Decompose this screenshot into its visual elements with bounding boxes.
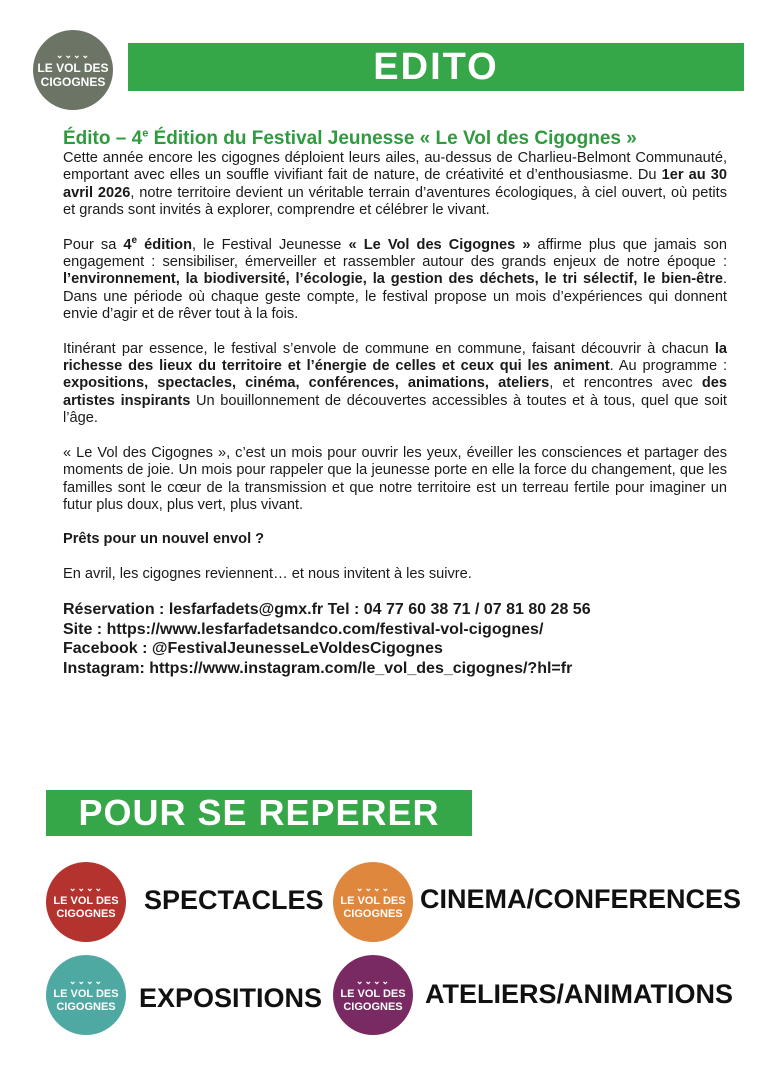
paragraph-3 (63, 341, 727, 428)
stork-birds-icon: ⌄⌄⌄⌄ (355, 976, 391, 987)
text: , notre territoire devient un véritable terrain d’aventures écologiques, à ciel ouvert, où petits et grands sont invités à explorer, comprendre et célébrer le vivant. (63, 184, 727, 219)
bold-text: la richesse des lieux du territoire et l’énergie de celles et ceux qui les animent (63, 340, 727, 375)
title-part: Édito – 4 (63, 128, 143, 149)
question-text: En avril, les cigognes reviennent… et nous invitent à les suivre. (63, 565, 472, 582)
legend-logo-ateliers (333, 955, 413, 1035)
contact-block (63, 600, 727, 678)
title-part: Édition du Festival Jeunesse « Le Vol des Cigognes » (148, 128, 637, 149)
text: . Au programme : (609, 358, 727, 375)
logo-line-2: CIGOGNES (343, 907, 403, 920)
logo-line-2: CIGOGNES (40, 74, 106, 89)
paragraph-2 (63, 234, 727, 324)
edito-banner: EDITO (128, 43, 744, 91)
text: Itinérant par essence, le festival s’envole de commune en commune, faisant découvrir à chacun (63, 340, 715, 357)
contact-instagram: Instagram: https://www.instagram.com/le_vol_des_cigognes/?hl=fr (63, 659, 573, 677)
logo-line-2: CIGOGNES (56, 1000, 116, 1013)
text: Cette année encore les cigognes déploient leurs ailes, au-dessus de Charlieu-Belmont Communauté, emportant avec elles un souffle vivifiant fait de nature, de créativité et d’enthousiasme. Du (63, 150, 727, 184)
text: affirme plus que jamais son engagement : sensibiliser, émerveiller et rassembler autour des grands enjeux de notre époque : (63, 236, 727, 271)
legend-label-cinema: CINEMA/CONFERENCES (420, 884, 742, 914)
text: , et rencontres avec (549, 375, 702, 392)
bold-text: « Le Vol des Cigognes » (348, 236, 531, 253)
logo-line-2: CIGOGNES (343, 1000, 403, 1013)
legend-logo-spectacles (46, 862, 126, 942)
logo-line-1: LE VOL DES (37, 61, 109, 76)
paragraph-1 (63, 150, 727, 220)
edito-section (63, 128, 727, 678)
contact-reservation: Réservation : lesfarfadets@gmx.fr Tel : 04 77 60 38 71 / 07 81 80 28 56 (63, 601, 591, 619)
logo-line-1: LE VOL DES (340, 988, 406, 1001)
bold-text: expositions, spectacles, cinéma, conférences, animations, ateliers (63, 375, 550, 392)
contact-facebook: Facebook : @FestivalJeunesseLeVoldesCigognes (63, 640, 443, 658)
title-sup: e (142, 127, 149, 140)
legend-label-ateliers: ATELIERS/ANIMATIONS (425, 979, 733, 1009)
sup-text: e (131, 234, 138, 246)
legend-label-spectacles: SPECTACLES (144, 885, 324, 915)
legend-logo-cinema (333, 862, 413, 942)
bold-text: édition (137, 236, 193, 253)
bold-text: 4 (123, 236, 132, 253)
festival-logo (33, 30, 113, 110)
bold-text: 1er au 30 avril 2026 (63, 167, 727, 201)
legend-logo-expositions (46, 955, 126, 1035)
paragraph-4: « Le Vol des Cigognes », c’est un mois pour ouvrir les yeux, éveiller les consciences et partager des moments de joie. Un mois pour rappeler que la jeunesse porte en elle la force du changement, que les familles sont le cœur de la transmission et que notre territoire est un terreau fertile pour imaginer un futur plus doux, plus vert, plus vivant. (63, 444, 727, 513)
stork-birds-icon: ⌄⌄⌄⌄ (55, 50, 91, 61)
legend-label-expositions: EXPOSITIONS (139, 983, 323, 1013)
stork-birds-icon: ⌄⌄⌄⌄ (68, 883, 104, 894)
bold-text: des artistes inspirants (63, 375, 727, 409)
logo-line-1: LE VOL DES (53, 895, 119, 908)
question-title: Prêts pour un nouvel envol ? (63, 531, 265, 548)
logo-line-1: LE VOL DES (53, 988, 119, 1001)
contact-site: Site : https://www.lesfarfadetsandco.com/festival-vol-cigognes/ (63, 620, 544, 638)
text: . Dans une période où chaque geste compte, le festival propose un mois d’expériences qui donnent envie d’agir et de rêver tout à la fois. (63, 271, 727, 323)
logo-line-2: CIGOGNES (56, 907, 116, 920)
text: Pour sa (63, 236, 124, 253)
bold-text: l’environnement, la biodiversité, l’écologie, la gestion des déchets, le tri sélectif, le bien-être (63, 271, 723, 288)
logo-line-1: LE VOL DES (340, 895, 406, 908)
reperer-banner: POUR SE REPERER (46, 790, 472, 836)
stork-birds-icon: ⌄⌄⌄⌄ (355, 883, 391, 894)
stork-birds-icon: ⌄⌄⌄⌄ (68, 976, 104, 987)
text: Un bouillonnement de découvertes accessibles à toutes et à tous, quel que soit l’âge. (63, 392, 727, 427)
edito-title (63, 128, 727, 150)
text: , le Festival Jeunesse (192, 236, 349, 253)
